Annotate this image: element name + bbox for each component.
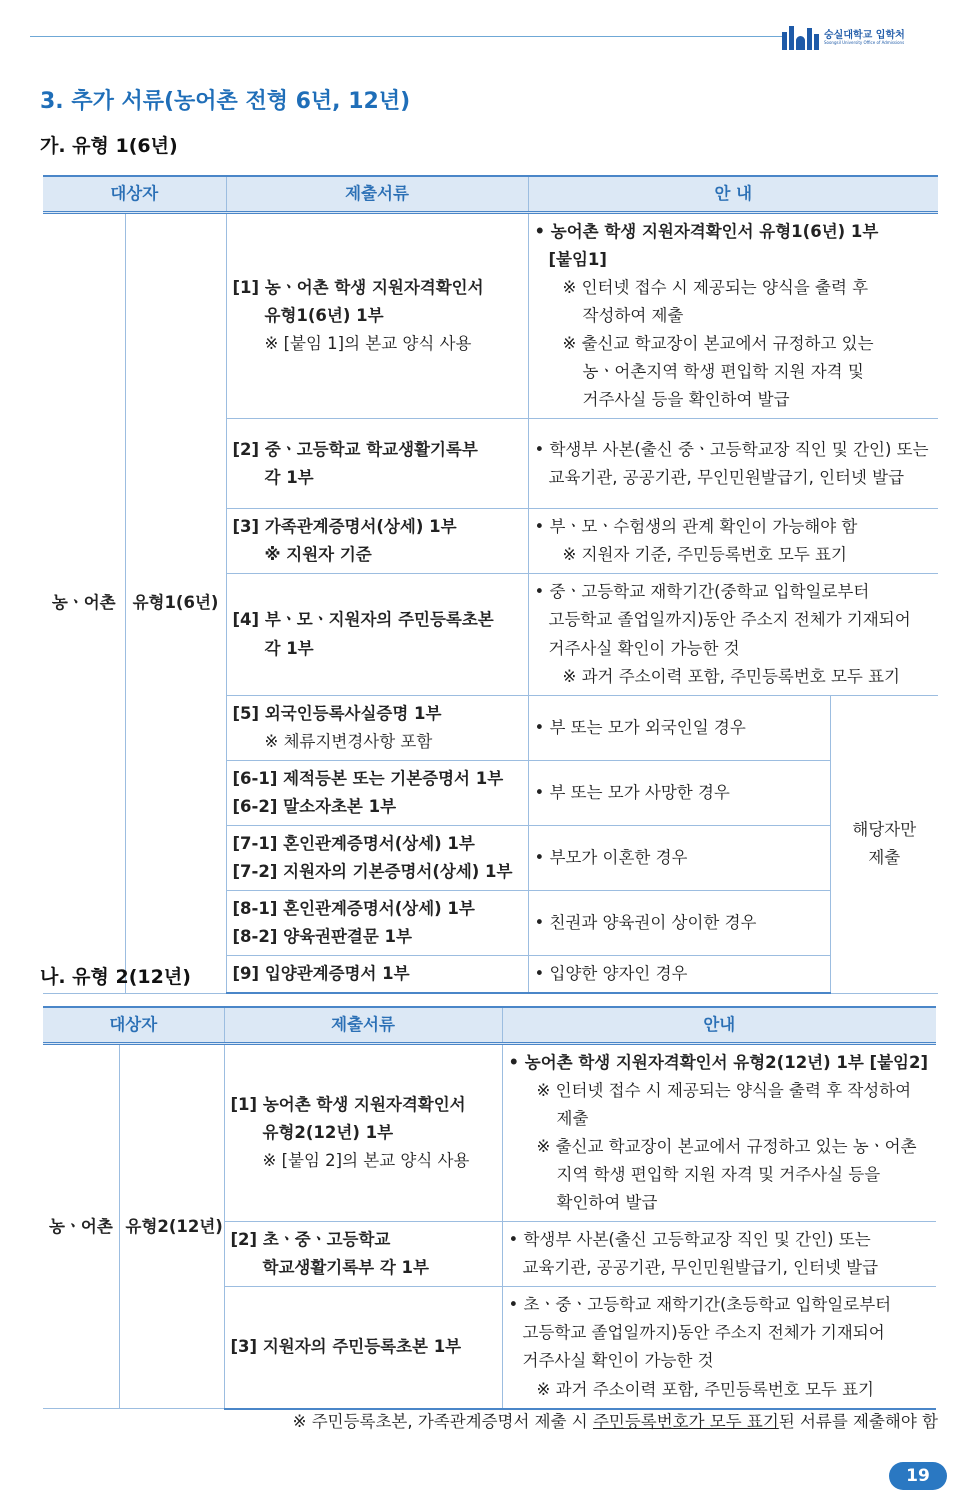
header-target: 대상자	[43, 176, 226, 213]
section-title: 3. 추가 서류(농어촌 전형 6년, 12년)	[40, 89, 411, 114]
document-cell: [9] 입양관계증명서 1부	[226, 955, 528, 993]
document-cell: [3] 지원자의 주민등록초본 1부	[224, 1287, 502, 1409]
guide-cell: • 부ㆍ모ㆍ수험생의 관계 확인이 가능해야 함 ※ 지원자 기준, 주민등록번호 모두 표기	[528, 509, 938, 574]
guide-cell: • 부 또는 모가 사망한 경우	[528, 760, 830, 825]
document-cell: [6-1] 제적등본 또는 기본증명서 1부 [6-2] 말소자초본 1부	[226, 760, 528, 825]
document-cell: [7-1] 혼인관계증명서(상세) 1부 [7-2] 지원자의 기본증명서(상세) 1부	[226, 825, 528, 890]
header-documents: 제출서류	[224, 1007, 502, 1044]
table2-title: 나. 유형 2(12년)	[40, 966, 191, 988]
table-type1	[43, 175, 938, 994]
document-cell: [1] 농ㆍ어촌 학생 지원자격확인서 유형1(6년) 1부 ※ [붙임 1]의 본교 양식 사용	[226, 213, 528, 419]
guide-cell: • 친권과 양육권이 상이한 경우	[528, 890, 830, 955]
table1-title: 가. 유형 1(6년)	[40, 135, 178, 157]
header-target: 대상자	[43, 1007, 224, 1044]
guide-cell: • 농어촌 학생 지원자격확인서 유형2(12년) 1부 [붙임2] ※ 인터넷 접수 시 제공되는 양식을 출력 후 작성하여 제출 ※ 출신교 학교장이 본교에서 규정하고 있는 농ㆍ어촌 지역 학생 편입학 지원 자격 및 거주사실 등을 확인하여 발급	[502, 1044, 936, 1222]
guide-cell: • 부 또는 모가 외국인일 경우	[528, 695, 830, 760]
target-main: 농ㆍ어촌	[43, 213, 125, 994]
extra-note: 해당자만 제출	[830, 695, 938, 993]
guide-cell: • 초ㆍ중ㆍ고등학교 재학기간(초등학교 입학일로부터 고등학교 졸업일까지)동안 주소지 전체가 기재되어 거주사실 확인이 가능한 것 ※ 과거 주소이력 포함, 주민등록번호 모두 표기	[502, 1287, 936, 1409]
guide-cell: • 중ㆍ고등학교 재학기간(중학교 입학일로부터 고등학교 졸업일까지)동안 주소지 전체가 기재되어 거주사실 확인이 가능한 것 ※ 과거 주소이력 포함, 주민등록번호 모두 표기	[528, 574, 938, 695]
header-rule	[30, 36, 782, 37]
table-row	[43, 213, 938, 419]
target-sub: 유형1(6년)	[125, 213, 226, 994]
guide-cell: • 농어촌 학생 지원자격확인서 유형1(6년) 1부 [붙임1] ※ 인터넷 접수 시 제공되는 양식을 출력 후 작성하여 제출 ※ 출신교 학교장이 본교에서 규정하고 있는 농ㆍ어촌지역 학생 편입학 지원 자격 및 거주사실 등을 확인하여 발급	[528, 213, 938, 419]
guide-cell: • 부모가 이혼한 경우	[528, 825, 830, 890]
footnote: ※ 주민등록초본, 가족관계증명서 제출 시 주민등록번호가 모두 표기된 서류를 제출해야 함	[292, 1412, 938, 1431]
document-cell: [5] 외국인등록사실증명 1부 ※ 체류지변경사항 포함	[226, 695, 528, 760]
university-logo	[782, 24, 952, 52]
logo-name: 숭실대학교 입학처	[824, 29, 905, 41]
document-cell: [8-1] 혼인관계증명서(상세) 1부 [8-2] 양육권판결문 1부	[226, 890, 528, 955]
table-type2	[43, 1006, 936, 1410]
document-cell: [2] 중ㆍ고등학교 학교생활기록부 각 1부	[226, 419, 528, 509]
document-cell: [2] 초ㆍ중ㆍ고등학교 학교생활기록부 각 1부	[224, 1222, 502, 1287]
document-cell: [4] 부ㆍ모ㆍ지원자의 주민등록초본 각 1부	[226, 574, 528, 695]
guide-cell: • 학생부 사본(출신 고등학교장 직인 및 간인) 또는 교육기관, 공공기관, 무인민원발급기, 인터넷 발급	[502, 1222, 936, 1287]
header-documents: 제출서류	[226, 176, 528, 213]
logo-subtitle: Soongsil University Office of Admissions	[824, 40, 905, 46]
table-row	[43, 1044, 936, 1222]
page-number: 19	[889, 1462, 947, 1490]
header-guide: 안내	[502, 1007, 936, 1044]
document-cell: [3] 가족관계증명서(상세) 1부 ※ 지원자 기준	[226, 509, 528, 574]
target-main: 농ㆍ어촌	[43, 1044, 119, 1409]
target-sub: 유형2(12년)	[119, 1044, 224, 1409]
logo-mark-icon	[782, 26, 819, 50]
guide-cell: • 입양한 양자인 경우	[528, 955, 830, 993]
header-guide: 안 내	[528, 176, 938, 213]
footnote-emphasis: 주민등록번호가 모두 표기	[592, 1412, 779, 1431]
guide-cell: • 학생부 사본(출신 중ㆍ고등학교장 직인 및 간인) 또는 교육기관, 공공기관, 무인민원발급기, 인터넷 발급	[528, 419, 938, 509]
document-cell: [1] 농어촌 학생 지원자격확인서 유형2(12년) 1부 ※ [붙임 2]의 본교 양식 사용	[224, 1044, 502, 1222]
